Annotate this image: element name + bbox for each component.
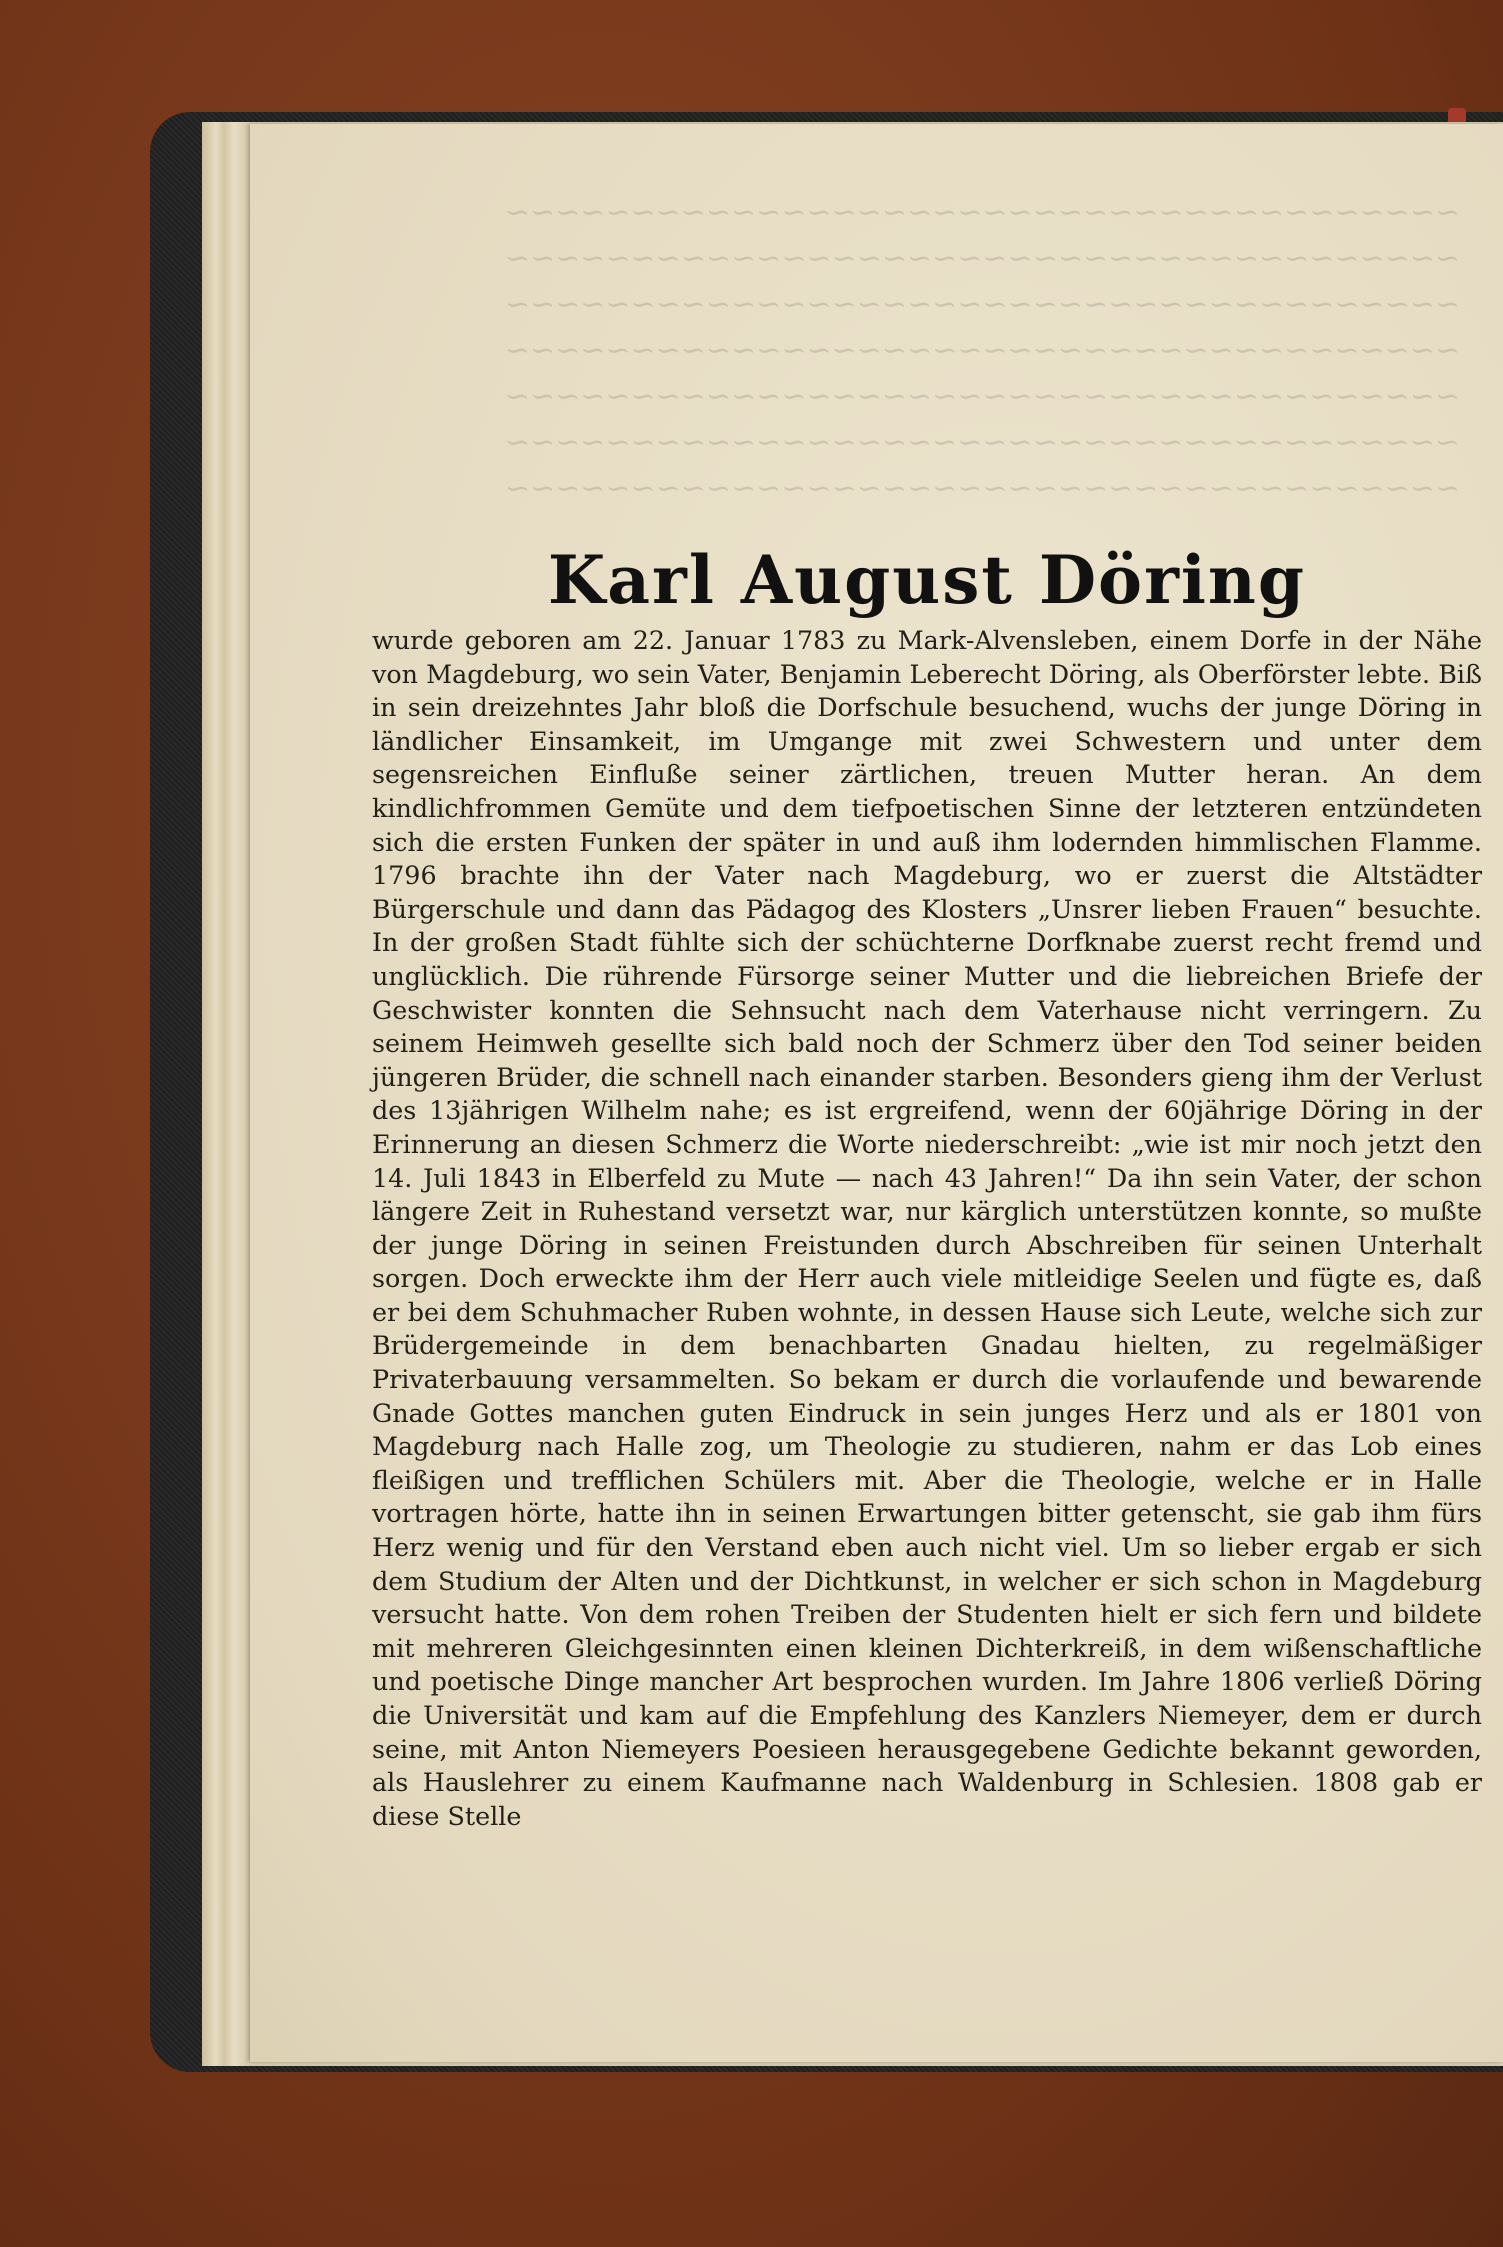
article-body: wurde geboren am 22. Januar 1783 zu Mark-Alvensleben, einem Dorfe in der Nähe von Magdeburg, wo sein Vater, Benjamin Leberecht Döring, als Oberförster lebte. Biß in sein dreizehntes Jahr bloß die Dorfschule besuchend, wuchs der junge Döring in ländlicher Einsamkeit, im Umgange mit zwei Schwestern und unter dem segensreichen Einfluße seiner zärtlichen, treuen Mutter heran. An dem kindlichfrommen Gemüte und dem tiefpoetischen Sinne der letzteren entzündeten sich die ersten Funken der später in und auß ihm lodernden himmlischen Flamme. 1796 brachte ihn der Vater nach Magdeburg, wo er zuerst die Altstädter Bürgerschule und dann das Pädagog des Klosters „Unsrer lieben Frauen“ besuchte. In der großen Stadt fühlte sich der schüchterne Dorfknabe zuerst recht fremd und unglücklich. Die rührende Fürsorge seiner Mutter und die liebreichen Briefe der Geschwister konnten die Sehnsucht nach dem Vaterhause nicht verringern. Zu seinem Heimweh gesellte sich bald noch der Schmerz über den Tod seiner beiden jüngeren Brüder, die schnell nach einander starben. Besonders gieng ihm der Verlust des 13jährigen Wilhelm nahe; es ist ergreifend, wenn der 60jährige Döring in der Erinnerung an diesen Schmerz die Worte niederschreibt: „wie ist mir noch jetzt den 14. Juli 1843 in Elberfeld zu Mute — nach 43 Jahren!“ Da ihn sein Vater, der schon längere Zeit in Ruhestand versetzt war, nur kärglich unterstützen konnte, so mußte der junge Döring in seinen Freistunden durch Abschreiben für seinen Unterhalt sorgen. Doch erweckte ihm der Herr auch viele mitleidige Seelen und fügte es, daß er bei dem Schuhmacher Ruben wohnte, in dessen Hause sich Leute, welche sich zur Brüdergemeinde in dem benachbarten Gnadau hielten, zu regelmäßiger Privaterbauung versammelten. So bekam er durch die vorlaufende und bewarende Gnade Gottes manchen guten Eindruck in sein junges Herz und als er 1801 von Magdeburg nach Halle zog, um Theologie zu studieren, nahm er das Lob eines fleißigen und trefflichen Schülers mit. Aber die Theologie, welche er in Halle vortragen hörte, hatte ihn in seinen Erwartungen bitter getenscht, sie gab ihm fürs Herz wenig und für den Verstand eben auch nicht viel. Um so lieber ergab er sich dem Studium der Alten und der Dichtkunst, in welcher er sich schon in Magdeburg versucht hatte. Von dem rohen Treiben der Studenten hielt er sich fern und bildete mit mehreren Gleichgesinnten einen kleinen Dichterkreiß, in dem wißenschaftliche und poetische Dinge mancher Art besprochen wurden. Im Jahre 1806 verließ Döring die Universität und kam auf die Empfehlung des Kanzlers Niemeyer, dem er durch seine, mit Anton Niemeyers Poesieen herausgegebene Gedichte bekannt geworden, als Hauslehrer zu einem Kaufmanne nach Waldenburg in Schlesien. 1808 gab er diese Stelle xyxy=(372,625,1482,1831)
article-title: Karl August Döring xyxy=(547,541,1307,619)
show-through-text: ~~~~~~~~~~~~~~~~~~~~~~~~~~~~~~~~~~~~~~ ~~~~~~~~~~~~~~~~~~~~~~~~~~~~~~~~~~~~~~ ~~~~~~~~~~~~~~~~~~~~~~~~~~~~~~~~~~~~~~ ~~~~~~~~~~~~~~~~~~~~~~~~~~~~~~~~~~~~~~ ~~~~~~~~~~~~~~~~~~~~~~~~~~~~~~~~~~~~~~ ~~~~~~~~~~~~~~~~~~~~~~~~~~~~~~~~~~~~~~ ~~~~~~~~~~~~~~~~~~~~~~~~~~~~~~~~~~~~~~ xyxy=(504,195,1460,506)
article xyxy=(372,540,1482,1833)
